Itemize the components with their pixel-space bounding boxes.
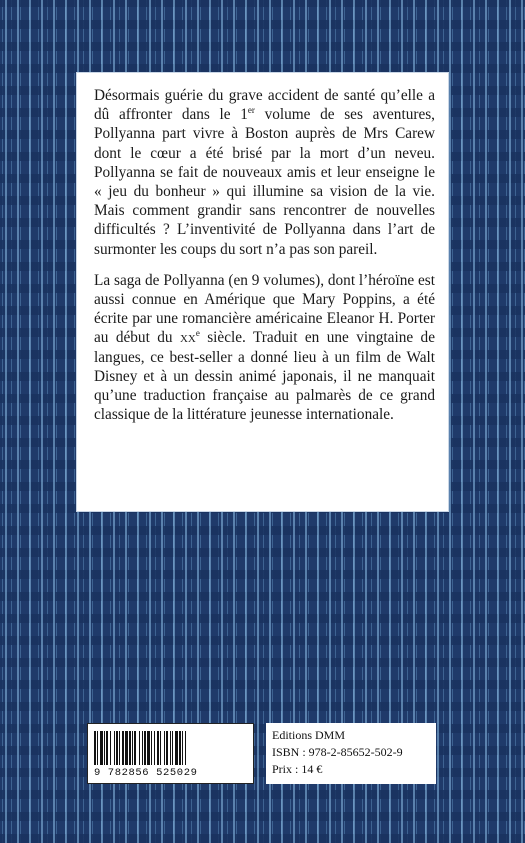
century-numeral: xx: [179, 329, 196, 347]
century-superscript: e: [195, 328, 200, 339]
ordinal-superscript: er: [247, 105, 255, 116]
barcode-gap: [186, 731, 187, 765]
description-panel: [76, 72, 449, 512]
barcode: [87, 723, 254, 784]
barcode-digits: 9 782856 525029: [94, 767, 198, 779]
publisher-name: Editions DMM: [272, 728, 346, 742]
barcode-bars: [94, 731, 247, 765]
description-paragraph-2: [94, 271, 435, 425]
publisher-info-box: [266, 723, 436, 784]
description-paragraph-1: [94, 86, 435, 259]
price: Prix : 14 €: [272, 762, 323, 776]
paragraph-2-part-a: La saga de Pollyanna (en 9 volumes), dont l’héroïne est aussi connue en Amérique que Mary Poppins, a été écrite par une romancière américaine Eleanor H. Porter au début du: [94, 271, 435, 347]
paragraph-1-part-a: Désormais guérie du grave accident de santé qu’elle a dû affronter dans le 1: [94, 87, 435, 124]
paragraph-2-part-b: siècle. Traduit en une vingtaine de langues, ce best-seller a donné lieu à un film de Walt Disney et à un dessin animé japonais, il ne manquait qu’une traduction française au palmarès de ce grand classique de la littérature jeunesse internationale.: [94, 329, 435, 424]
isbn-number: ISBN : 978-2-85652-502-9: [272, 745, 403, 759]
paragraph-1-part-b: volume de ses aventures, Pollyanna part vivre à Boston auprès de Mrs Carew dont le cœur a été brisé par la mort d’un neveu. Pollyanna se fait de nouveaux amis et leur enseigne le « jeu du bonheur » qui illumine sa vision de la vie. Mais comment grandir sans rencontrer de nouvelles difficultés ? L’inventivité de Pollyanna dans l’art de surmonter les coups du sort n’a pas son pareil.: [94, 106, 436, 258]
